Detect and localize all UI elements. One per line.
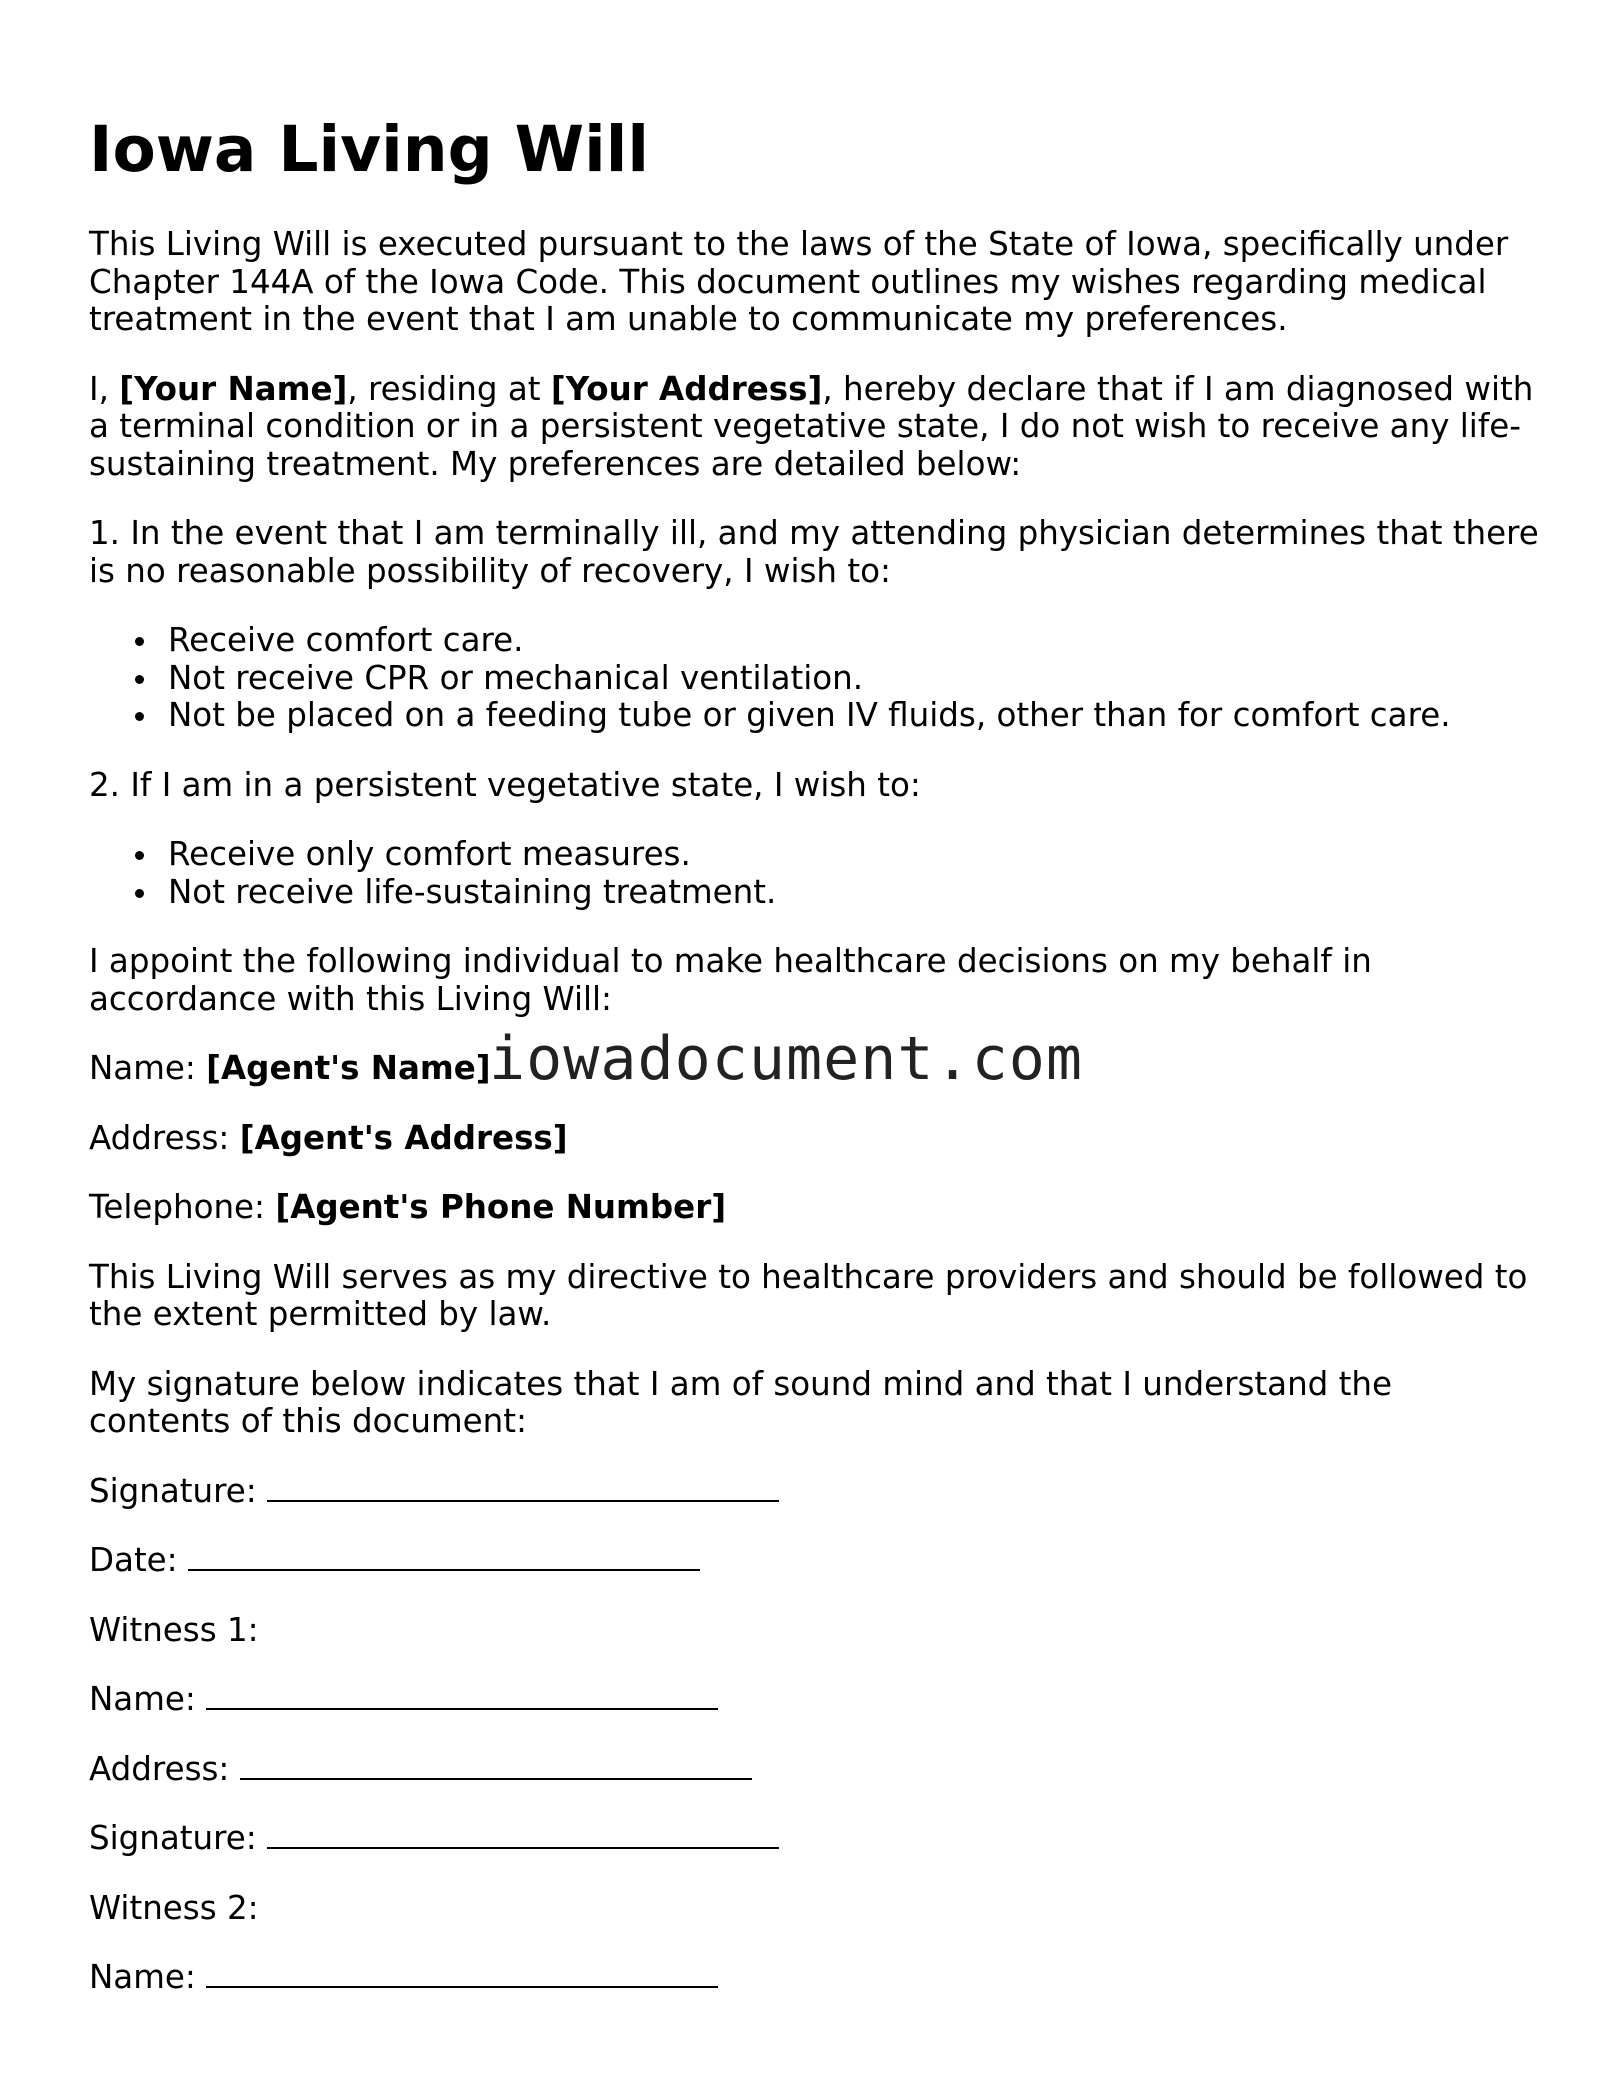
declaration-middle: , residing at [347,369,551,408]
agent-phone-placeholder: [Agent's Phone Number] [275,1188,727,1226]
declaration-prefix: I, [89,369,120,408]
watermark: iowadocument.com [489,1024,1083,1094]
witness1-name-blank[interactable] [206,1684,718,1710]
list-item: Not receive life-sustaining treatment. [168,874,1539,912]
appoint-paragraph: I appoint the following individual to make healthcare decisions on my behalf in accordance with this Living Will: [89,942,1372,1018]
agent-phone-line: Telephone: [Agent's Phone Number] [89,1188,727,1226]
your-address-placeholder: [Your Address] [550,369,823,408]
bullet-icon [135,675,144,684]
section2-heading: 2. If I am in a persistent vegetative state, I wish to: [89,765,921,804]
signature-line: Signature: [89,1473,1539,1511]
witness1-heading: Witness 1: [89,1610,259,1649]
section1-heading: 1. In the event that I am terminally ill, and my attending physician determines that there is no reasonable possibility of recovery, I wish to: [89,514,1539,590]
directive-paragraph: This Living Will serves as my directive to healthcare providers and should be followed to the extent permitted by law. [89,1257,1528,1333]
section2-list [89,836,1539,911]
list-item: Receive comfort care. [168,622,1539,660]
list-item: Not be placed on a feeding tube or given IV fluids, other than for comfort care. [168,697,1539,735]
signature-blank[interactable] [267,1476,779,1502]
agent-address-placeholder: [Agent's Address] [239,1118,568,1157]
agent-name-placeholder: [Agent's Name] [206,1049,491,1087]
witness1-address-blank[interactable] [240,1754,752,1780]
bullet-icon [135,637,144,646]
date-line: Date: [89,1542,1539,1580]
your-name-placeholder: [Your Name] [119,369,348,408]
witness2-name-blank[interactable] [206,1962,718,1988]
date-blank[interactable] [188,1545,700,1571]
bullet-icon [135,851,144,860]
witness2-heading: Witness 2: [89,1888,259,1927]
intro-paragraph: This Living Will is executed pursuant to the laws of the State of Iowa, specifically under Chapter 144A of the Iowa Code. This document outlines my wishes regarding medical treatment in the event that I am unable to communicate my preferences. [89,225,1509,338]
witness1-signature-blank[interactable] [267,1823,779,1849]
declaration-suffix: , hereby declare that if I am diagnosed with a terminal condition or in a persistent vegetative state, I do not wish to receive any life-sustaining treatment. My preferences are detailed below: [89,369,1534,483]
signature-statement: My signature below indicates that I am of sound mind and that I understand the contents of this document: [89,1364,1392,1440]
agent-address-line: Address: [Agent's Address] [89,1118,568,1157]
bullet-icon [135,712,144,721]
list-item: Receive only comfort measures. [168,836,1539,874]
witness1-address-line: Address: [89,1751,1539,1789]
witness1-signature-line: Signature: [89,1820,1539,1858]
section1-list [89,622,1539,735]
witness2-name-line: Name: [89,1959,1539,1997]
witness1-name-line: Name: [89,1681,1539,1719]
document-title: Iowa Living Will [89,113,649,186]
declaration-paragraph [89,371,1539,484]
bullet-icon [135,889,144,898]
agent-name-line: Name: [Agent's Name] [89,1049,491,1087]
document-page [89,0,1539,1997]
list-item: Not receive CPR or mechanical ventilation. [168,660,1539,698]
